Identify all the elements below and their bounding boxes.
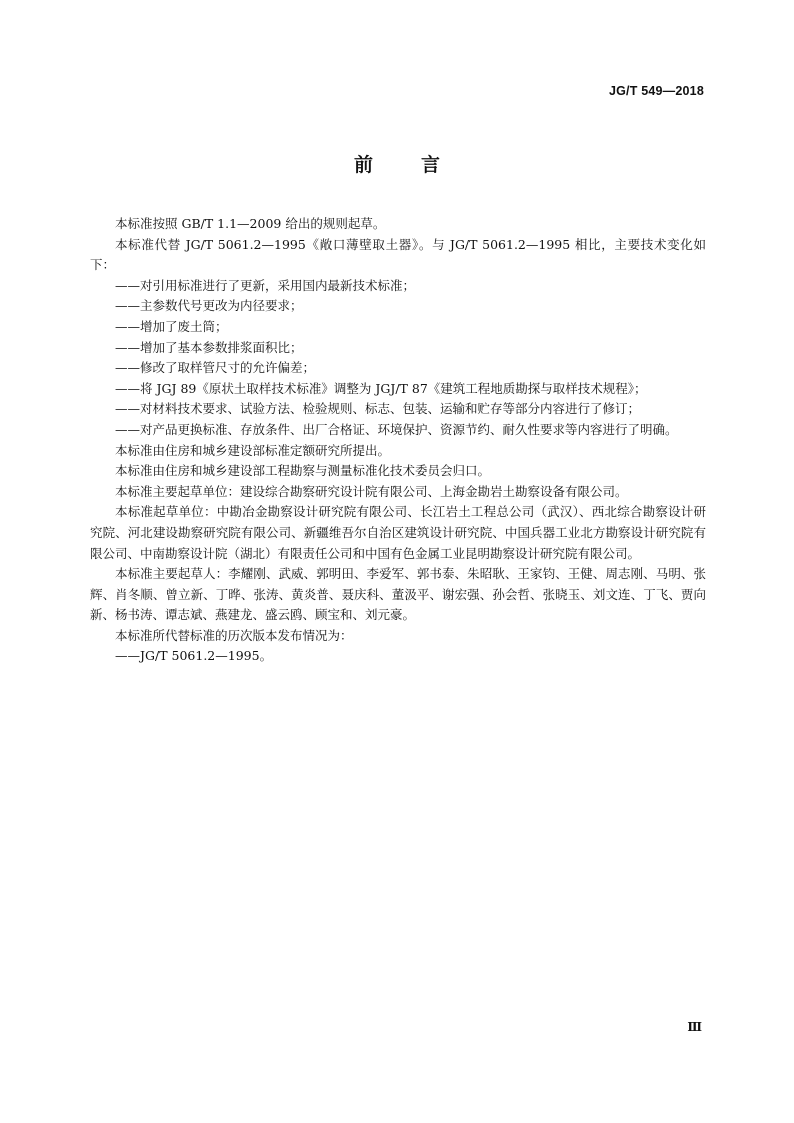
paragraph-main-drafters: 本标准主要起草人：李耀刚、武威、郭明田、李爱军、郭书泰、朱昭耿、王家钧、王健、周志刚、马明、张辉、肖冬顺、曾立新、丁晔、张涛、黄炎普、聂庆科、董汲平、谢宏强、孙会哲、张晓玉、刘文连、丁飞、贾向新、杨书涛、谭志斌、燕建龙、盛云鸥、顾宝和、刘元豪。: [90, 566, 706, 623]
change-item: ——增加了废土筒；: [115, 318, 228, 334]
change-item: ——将 JGJ 89《原状土取样技术标准》调整为 JGJ/T 87《建筑工程地质勘探与取样技术规程》；: [115, 380, 647, 396]
paragraph-under-jurisdiction: 本标准由住房和城乡建设部工程勘察与测量标准化技术委员会归口。: [115, 463, 491, 479]
change-item: ——修改了取样管尺寸的允许偏差；: [115, 360, 316, 376]
paragraph-replaces: 本标准代替 JG/T 5061.2—1995《敞口薄壁取土器》。与 JG/T 5061.2—1995 相比，主要技术变化如下：: [90, 236, 706, 273]
change-item: ——增加了基本参数排浆面积比；: [115, 339, 303, 355]
title-char-2: 言: [421, 154, 441, 176]
paragraph-drafting-orgs: 本标准起草单位：中勘冶金勘察设计研究院有限公司、长江岩土工程总公司（武汉）、西北综合勘察设计研究院、河北建设勘察研究院有限公司、新疆维吾尔自治区建筑设计研究院、中国兵器工业北方勘察设计研究院有限公司、中南勘察设计院（湖北）有限责任公司和中国有色金属工业昆明勘察设计研究院有限公司。: [90, 504, 706, 561]
change-item: ——对材料技术要求、试验方法、检验规则、标志、包装、运输和贮存等部分内容进行了修订；: [115, 401, 641, 417]
change-item: ——对产品更换标准、存放条件、出厂合格证、环境保护、资源节约、耐久性要求等内容进行了明确。: [115, 421, 678, 437]
foreword-body: [90, 214, 706, 667]
page-number: Ⅲ: [687, 1020, 702, 1034]
paragraph-drafting-rules: 本标准按照 GB/T 1.1—2009 给出的规则起草。: [115, 216, 386, 231]
history-item: ——JG/T 5061.2—1995。: [115, 648, 273, 664]
paragraph-proposed-by: 本标准由住房和城乡建设部标准定额研究所提出。: [115, 442, 391, 458]
paragraph-history: 本标准所代替标准的历次版本发布情况为：: [115, 627, 353, 643]
standard-number: JG/T 549—2018: [608, 84, 704, 98]
change-item: ——主参数代号更改为内径要求；: [115, 298, 303, 314]
page-title: [0, 150, 794, 177]
title-char-1: 前: [353, 154, 373, 176]
change-item: ——对引用标准进行了更新，采用国内最新技术标准；: [115, 277, 416, 293]
paragraph-main-drafters-org: 本标准主要起草单位：建设综合勘察研究设计院有限公司、上海金勘岩土勘察设备有限公司。: [115, 483, 628, 499]
